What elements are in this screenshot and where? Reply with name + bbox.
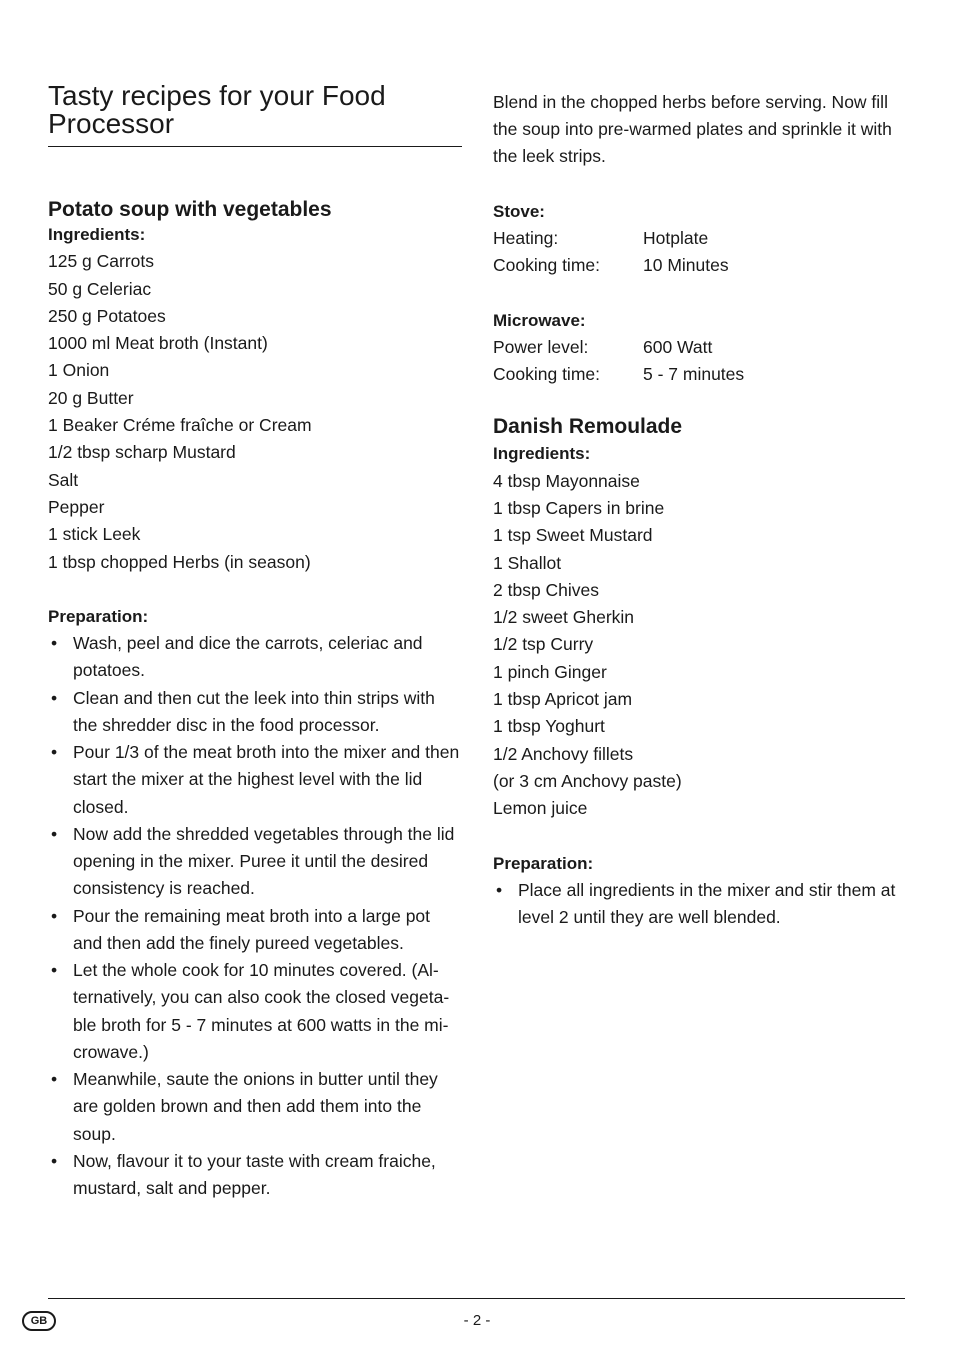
ingredient-item: (or 3 cm Anchovy paste) <box>493 770 682 791</box>
title-divider <box>48 146 462 147</box>
ingredient-item: 1 pinch Ginger <box>493 661 607 682</box>
soup-continuation-text: Blend in the chopped herbs before serving. Now fill the soup into pre-warmed plates and sprinkle it with the leek strips. <box>493 92 892 167</box>
stove-label: Stove: <box>493 201 545 221</box>
ingredients-list <box>493 468 907 823</box>
ingredient-item: Pepper <box>48 496 105 517</box>
page-title: Tasty recipes for your Food Processor <box>48 80 386 139</box>
stove-cooking-time-row: Cooking time: 10 Minutes <box>493 255 729 276</box>
step-item: • Place all ingredients in the mixer and stir them at level 2 until they are well blended. <box>496 879 896 928</box>
step-item: • Pour 1/3 of the meat broth into the mixer and then start the mixer at the highest level with the lid closed. <box>51 742 460 817</box>
step-item: • Now, flavour it to your taste with cream fraiche, mustard, salt and pepper. <box>51 1150 436 1199</box>
ingredient-item: 1/2 tbsp scharp Mustard <box>48 442 236 463</box>
ingredients-list <box>48 248 462 576</box>
step-item: • Wash, peel and dice the carrots, celeriac and potatoes. <box>51 633 423 681</box>
preparation-label: Preparation: <box>493 853 594 873</box>
ingredient-item: 1 tbsp chopped Herbs (in season) <box>48 551 311 572</box>
ingredient-item: 1 Shallot <box>493 552 562 573</box>
ingredient-item: 1 Beaker Créme fraîche or Cream <box>48 415 312 436</box>
microwave-cooking-time-row: Cooking time: 5 - 7 minutes <box>493 364 745 385</box>
ingredient-item: 1 tbsp Capers in brine <box>493 497 665 518</box>
ingredient-item: Lemon juice <box>493 798 588 819</box>
stove-heating-row: Heating: Hotplate <box>493 227 709 248</box>
ingredient-item: Salt <box>48 469 79 490</box>
ingredient-item: 1 stick Leek <box>48 524 141 545</box>
step-item: • Meanwhile, saute the onions in butter until they are golden brown and then add them into the soup. <box>51 1069 438 1144</box>
ingredient-item: 1 tbsp Apricot jam <box>493 689 633 710</box>
ingredients-label: Ingredients: <box>48 225 146 244</box>
ingredient-item: 1000 ml Meat broth (Instant) <box>48 333 268 354</box>
ingredient-item: 1 tsp Sweet Mustard <box>493 525 653 546</box>
microwave-power-row: Power level: 600 Watt <box>493 336 713 357</box>
ingredient-item: 20 g Butter <box>48 387 134 408</box>
right-column <box>493 89 907 931</box>
page-number: - 2 - <box>463 1312 491 1329</box>
ingredient-item: 1 tbsp Yoghurt <box>493 716 605 737</box>
potato-soup-recipe <box>48 196 462 1202</box>
ingredients-label: Ingredients: <box>493 444 591 464</box>
microwave-label: Microwave: <box>493 310 586 330</box>
step-item: • Let the whole cook for 10 minutes covered. (Alternatively, you can also cook the closed vegetable broth for 5 - 7 minutes at 600 watts in the microwave.) <box>51 960 450 1062</box>
step-item: • Clean and then cut the leek into thin strips with the shredder disc in the food processor. <box>51 687 435 735</box>
recipe-title: Danish Remoulade <box>493 415 683 439</box>
ingredient-item: 250 g Potatoes <box>48 305 166 326</box>
ingredient-item: 50 g Celeriac <box>48 278 152 299</box>
recipe-title: Potato soup with vegetables <box>48 198 332 221</box>
language-badge: GB <box>22 1311 56 1331</box>
ingredient-item: 1 Onion <box>48 360 110 381</box>
footer-divider <box>48 1298 905 1299</box>
ingredient-item: 1/2 tsp Curry <box>493 634 594 655</box>
preparation-steps <box>493 877 907 932</box>
ingredient-item: 1/2 Anchovy fillets <box>493 743 634 764</box>
step-item: • Now add the shredded vegetables through the lid opening in the mixer. Puree it until the desired consistency is reached. <box>51 823 455 899</box>
preparation-label: Preparation: <box>48 606 149 626</box>
step-item: • Pour the remaining meat broth into a large pot and then add the finely pureed vegetables. <box>51 905 431 953</box>
ingredient-item: 4 tbsp Mayonnaise <box>493 470 640 491</box>
ingredient-item: 2 tbsp Chives <box>493 579 600 600</box>
preparation-steps <box>48 630 462 1202</box>
ingredient-item: 125 g Carrots <box>48 251 155 272</box>
ingredient-item: 1/2 sweet Gherkin <box>493 607 635 628</box>
